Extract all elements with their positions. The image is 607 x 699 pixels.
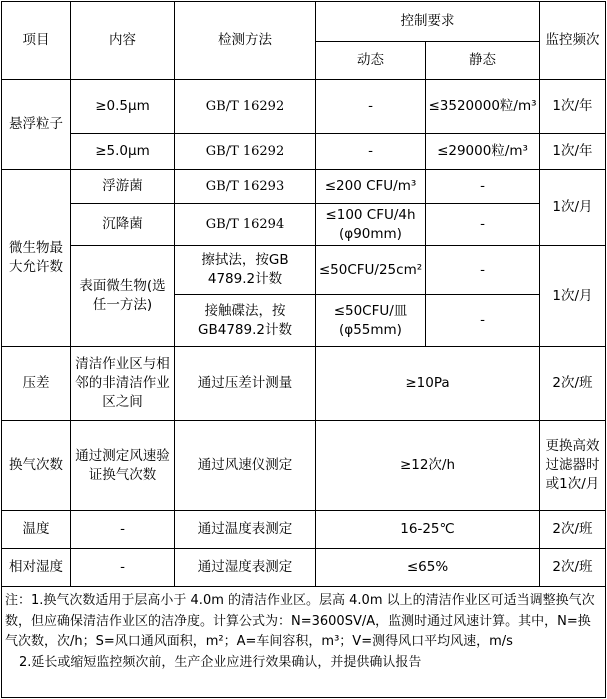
floating-dynamic: ≤200 CFU/m³ bbox=[316, 170, 426, 204]
contact-method: 接触碟法，按GB4789.2计数 bbox=[175, 295, 316, 347]
particles-method: GB/T 16292 bbox=[175, 80, 316, 134]
particles-method: GB/T 16292 bbox=[175, 134, 316, 170]
surface-content: 表面微生物(选任一方法) bbox=[71, 246, 175, 347]
temperature-content: - bbox=[71, 511, 175, 549]
particles-static: ≤3520000粒/m³ bbox=[426, 80, 540, 134]
temperature-requirement: 16-25℃ bbox=[316, 511, 540, 549]
header-static: 静态 bbox=[426, 42, 540, 80]
pressure-requirement: ≥10Pa bbox=[316, 347, 540, 421]
particles-frequency: 1次/年 bbox=[540, 134, 606, 170]
humidity-content: - bbox=[71, 549, 175, 587]
settling-dynamic: ≤100 CFU/4h (φ90mm) bbox=[316, 204, 426, 246]
particles-dynamic: - bbox=[316, 80, 426, 134]
temperature-frequency: 2次/班 bbox=[540, 511, 606, 549]
contact-static: - bbox=[426, 295, 540, 347]
pressure-content: 清洁作业区与相邻的非清洁作业区之间 bbox=[71, 347, 175, 421]
swab-dynamic: ≤50CFU/25cm² bbox=[316, 246, 426, 295]
note-1: 注：1.换气次数适用于层高小于 4.0m 的清洁作业区。层高 4.0m 以上的清洁作业区可适当调整换气次数，但应确保清洁作业区的洁净度。计算公式为：N=3600SV/A，监测时通过风速计算。其中，N=换气次数，次/h；S=风口通风面积，m²；A=车间容积，m³；V=测得风口平均风速，m/s bbox=[5, 593, 595, 649]
air-changes-method: 通过风速仪测定 bbox=[175, 421, 316, 511]
particles-dynamic: - bbox=[316, 134, 426, 170]
temperature-item: 温度 bbox=[2, 511, 71, 549]
swab-static: - bbox=[426, 246, 540, 295]
humidity-method: 通过湿度表测定 bbox=[175, 549, 316, 587]
header-dynamic: 动态 bbox=[316, 42, 426, 80]
floating-frequency: 1次/月 bbox=[540, 170, 606, 246]
particles-frequency: 1次/年 bbox=[540, 80, 606, 134]
cleanroom-monitoring-table bbox=[1, 1, 606, 698]
header-frequency: 监控频次 bbox=[540, 2, 606, 80]
surface-frequency: 1次/月 bbox=[540, 246, 606, 347]
particles-static: ≤29000粒/m³ bbox=[426, 134, 540, 170]
settling-method: GB/T 16294 bbox=[175, 204, 316, 246]
humidity-requirement: ≤65% bbox=[316, 549, 540, 587]
pressure-frequency: 2次/班 bbox=[540, 347, 606, 421]
settling-static: - bbox=[426, 204, 540, 246]
header-item: 项目 bbox=[2, 2, 71, 80]
temperature-method: 通过温度表测定 bbox=[175, 511, 316, 549]
note-2: 2.延长或缩短监控频次前，生产企业应进行效果确认，并提供确认报告 bbox=[19, 654, 422, 670]
air-changes-frequency: 更换高效过滤器时或1次/月 bbox=[540, 421, 606, 511]
particles-item: 悬浮粒子 bbox=[2, 80, 71, 170]
header-control: 控制要求 bbox=[316, 2, 540, 42]
pressure-method: 通过压差计测量 bbox=[175, 347, 316, 421]
air-changes-requirement: ≥12次/h bbox=[316, 421, 540, 511]
microbes-item: 微生物最大允许数 bbox=[2, 170, 71, 347]
floating-static: - bbox=[426, 170, 540, 204]
floating-content: 浮游菌 bbox=[71, 170, 175, 204]
humidity-frequency: 2次/班 bbox=[540, 549, 606, 587]
settling-content: 沉降菌 bbox=[71, 204, 175, 246]
pressure-item: 压差 bbox=[2, 347, 71, 421]
header-content: 内容 bbox=[71, 2, 175, 80]
swab-method: 擦拭法，按GB 4789.2计数 bbox=[175, 246, 316, 295]
header-method: 检测方法 bbox=[175, 2, 316, 80]
notes-cell bbox=[2, 587, 606, 698]
particles-content: ≥5.0μm bbox=[71, 134, 175, 170]
floating-method: GB/T 16293 bbox=[175, 170, 316, 204]
air-changes-item: 换气次数 bbox=[2, 421, 71, 511]
humidity-item: 相对湿度 bbox=[2, 549, 71, 587]
particles-content: ≥0.5μm bbox=[71, 80, 175, 134]
air-changes-content: 通过测定风速验证换气次数 bbox=[71, 421, 175, 511]
contact-dynamic: ≤50CFU/皿(φ55mm) bbox=[316, 295, 426, 347]
